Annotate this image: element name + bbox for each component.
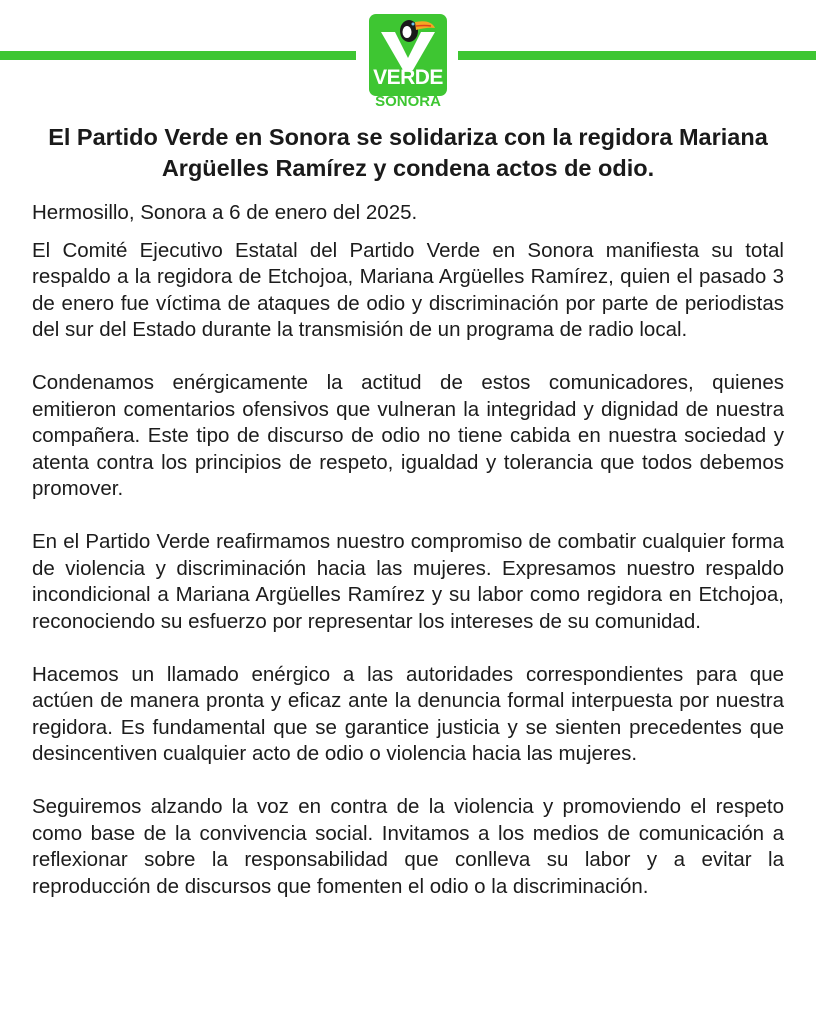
- paragraph-2: Condenamos enérgicamente la actitud de estos comunicadores, quienes emitieron comentarios ofensivos que vulneran la integridad y dignidad de nuestra compañera. Este tipo de discurso de odio no tiene cabida en nuestra sociedad y atenta contra los principios de respeto, igualdad y tolerancia que todos debemos promover.: [32, 371, 784, 500]
- statement-body: [32, 200, 784, 900]
- paragraph-3: En el Partido Verde reafirmamos nuestro compromiso de combatir cualquier forma de violencia y discriminación hacia las mujeres. Expresamos nuestro respaldo incondicional a Mariana Argüelles Ramírez y su labor como regidora en Etchojoa, reconociendo su esfuerzo por representar los intereses de su comunidad.: [32, 530, 784, 633]
- header-divider-left: [0, 51, 356, 60]
- header-divider-right: [458, 51, 816, 60]
- logo-verde-text: VERDE: [373, 66, 443, 89]
- paragraph-5: Seguiremos alzando la voz en contra de la violencia y promoviendo el respeto como base de la convivencia social. Invitamos a los medios de comunicación a reflexionar sobre la responsabilidad que conlleva su labor y a evitar la reproducción de discursos que fomenten el odio o la discriminación.: [32, 795, 784, 898]
- logo-sonora-text: SONORA: [375, 93, 441, 110]
- partido-verde-logo: [366, 14, 450, 110]
- date-line: Hermosillo, Sonora a 6 de enero del 2025.: [32, 201, 418, 224]
- toucan-v-icon: [369, 14, 447, 74]
- paragraph-4: Hacemos un llamado enérgico a las autoridades correspondientes para que actúen de manera pronta y eficaz ante la denuncia formal interpuesta por nuestra regidora. Es fundamental que se garantice justicia y se sienten precedentes que desincentiven cualquier acto de odio o violencia hacia las mujeres.: [32, 662, 784, 765]
- page-title: El Partido Verde en Sonora se solidariza con la regidora Mariana Argüelles Ramírez y condena actos de odio.: [48, 124, 768, 181]
- paragraph-1: El Comité Ejecutivo Estatal del Partido Verde en Sonora manifiesta su total respaldo a la regidora de Etchojoa, Mariana Argüelles Ramírez, quien el pasado 3 de enero fue víctima de ataques de odio y discriminación por parte de periodistas del sur del Estado durante la transmisión de un programa de radio local.: [32, 238, 784, 341]
